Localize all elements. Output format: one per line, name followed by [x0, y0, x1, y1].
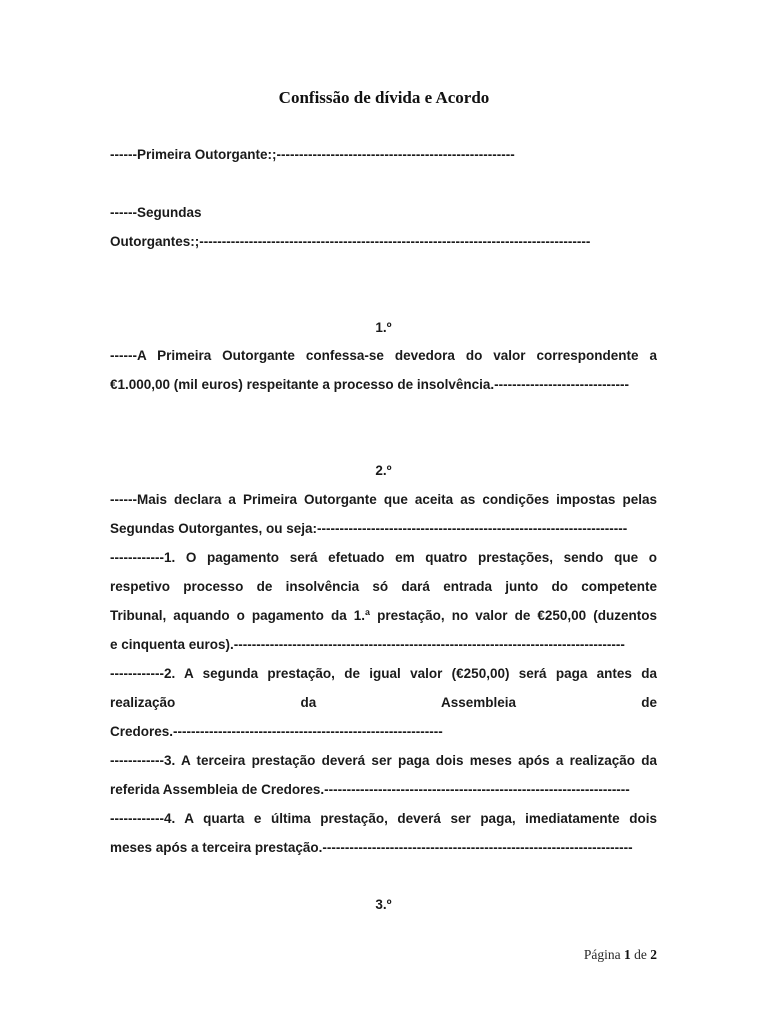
- clause-2-intro-line-1: ------Mais declara a Primeira Outorgante que aceita as condições impostas pelas: [110, 492, 657, 507]
- clause-2-item-1-line-1: ------------1. O pagamento será efetuado em quatro prestações, sendo que o: [110, 550, 657, 565]
- clause-3-number: 3.º: [375, 897, 392, 912]
- clause-2-number: 2.º: [375, 463, 392, 478]
- clause-2-item-4-line-1: ------------4. A quarta e última prestação, deverá ser paga, imediatamente dois: [110, 811, 657, 826]
- clause-2-item-1-line-2: respetivo processo de insolvência só dará entrada junto do competente: [110, 579, 657, 594]
- clause-2-item-2-line-3: Credores.------------------------------------------------------------: [110, 724, 443, 739]
- clause-2-item-1-line-3: Tribunal, aquando o pagamento da 1.ª prestação, no valor de €250,00 (duzentos: [110, 608, 657, 623]
- clause-1-line-1: ------A Primeira Outorgante confessa-se devedora do valor correspondente a: [110, 348, 657, 363]
- primeira-outorgante-line: ------Primeira Outorgante:;-----------------------------------------------------: [110, 147, 515, 162]
- clause-2-intro-line-2: Segundas Outorgantes, ou seja:---------------------------------------------------------------------: [110, 521, 628, 536]
- clause-1-line-2: €1.000,00 (mil euros) respeitante a processo de insolvência.------------------------------: [110, 377, 630, 392]
- clause-2-item-1-line-4: e cinquenta euros).---------------------------------------------------------------------------------------: [110, 637, 625, 652]
- segundas-outorgantes-line-1: ------Segundas: [110, 205, 202, 220]
- clause-2-item-3-line-2: referida Assembleia de Credores.--------------------------------------------------------------------: [110, 782, 630, 797]
- clause-2-item-3-line-1: ------------3. A terceira prestação deverá ser paga dois meses após a realização da: [110, 753, 657, 768]
- clause-1-number: 1.º: [375, 320, 392, 335]
- page-label: Página: [583, 947, 621, 962]
- segundas-outorgantes-line-2: Outorgantes:;---------------------------------------------------------------------------------------: [110, 234, 591, 249]
- of-label: de: [634, 947, 647, 962]
- current-page-number: 1: [624, 947, 631, 962]
- clause-2-item-2-line-1: ------------2. A segunda prestação, de igual valor (€250,00) será paga antes da: [110, 666, 657, 681]
- total-pages-number: 2: [650, 947, 657, 962]
- document-title: Confissão de dívida e Acordo: [278, 88, 490, 107]
- page-footer: [584, 945, 657, 965]
- clause-2-item-2-line-2: realização da Assembleia de: [110, 695, 657, 710]
- clause-2-item-4-line-2: meses após a terceira prestação.---------------------------------------------------------------------: [110, 840, 633, 855]
